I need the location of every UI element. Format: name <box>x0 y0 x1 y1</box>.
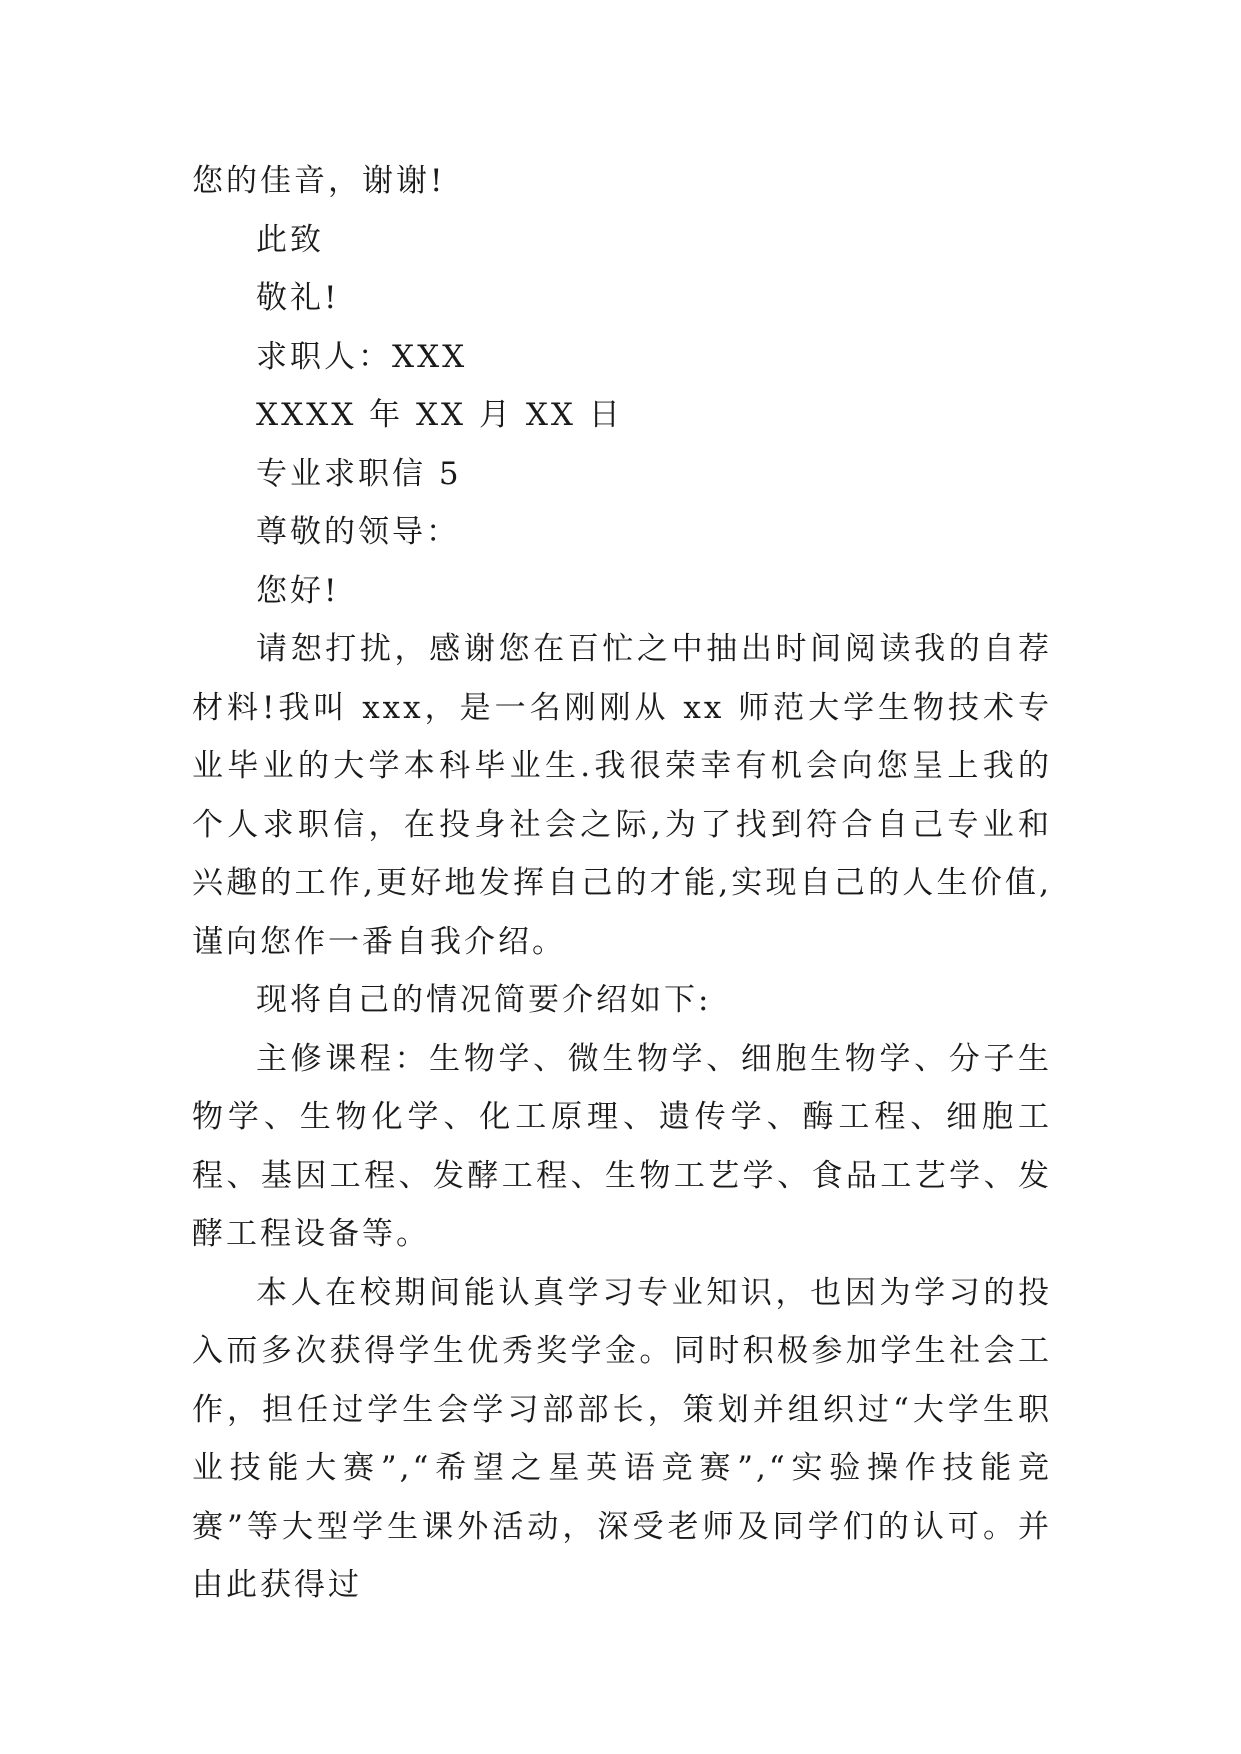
date-line: XXXX 年 XX 月 XX 日 <box>256 397 623 433</box>
letter-title: 专业求职信 5 <box>256 455 462 492</box>
respect-line: 敬礼! <box>256 280 340 316</box>
greeting-line: 尊敬的领导： <box>256 514 460 550</box>
applicant-line: 求职人：XXX <box>256 338 468 375</box>
document-body <box>192 152 1052 1615</box>
paragraph-overview: 现将自己的情况简要介绍如下: <box>256 982 712 1018</box>
hello-line: 您好! <box>256 572 340 609</box>
closing-line: 您的佳音，谢谢! <box>192 163 446 199</box>
paragraph-courses: 主修课程：生物学、微生物学、细胞生物学、分子生物学、生物化学、化工原理、遗传学、酶工程、细胞工程、基因工程、发酵工程、生物工艺学、食品工艺学、发酵工程设备等。 <box>192 1040 1052 1252</box>
paragraph-intro: 请恕打扰，感谢您在百忙之中抽出时间阅读我的自荐材料!我叫 xxx，是一名刚刚从 xx 师范大学生物技术专业毕业的大学本科毕业生.我很荣幸有机会向您呈上我的个人求职信，在投身社会之际,为了找到符合自己专业和兴趣的工作,更好地发挥自己的才能,实现自己的人生价值,谨向您作一番自我介绍。 <box>192 631 1052 960</box>
paragraph-activities: 本人在校期间能认真学习专业知识，也因为学习的投入而多次获得学生优秀奖学金。同时积极参加学生社会工作，担任过学生会学习部部长，策划并组织过“大学生职业技能大赛”,“希望之星英语竞赛”,“实验操作技能竞赛”等大型学生课外活动，深受老师及同学们的认可。并由此获得过 <box>192 1274 1052 1603</box>
salutation-close: 此致 <box>256 221 324 258</box>
